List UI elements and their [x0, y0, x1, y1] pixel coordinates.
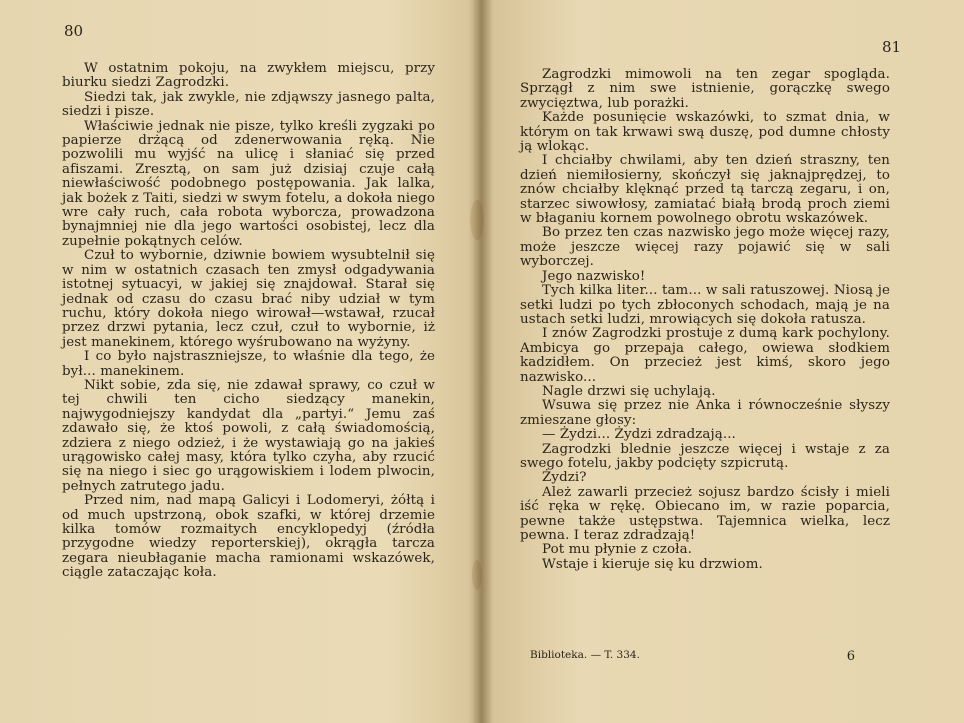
paragraph: I chciałby chwilami, aby ten dzień straszny, ten dzień niemiłosierny, skończył się jaknajprędzej, to znów chciałby klęknąć przed tą tarczą zegaru, i on, starzec siwowłosy, zamiatać białą brodą proch ziemi w błaganiu kornem powolnego obrotu wskazówek. — [520, 153, 890, 227]
paragraph: Właściwie jednak nie pisze, tylko kreśli zygzaki po papierze drżącą od zdenerwowania ręką. Nie pozwolili mu wyjść na ulicę i słaniać się przed afiszami. Zresztą, on sam już dzisiaj czuje całą niewłaściwość podobnego postępowania. Jak lalka, jak bożek z Taiti, siedzi w swym fotelu, a dokoła niego wre cały ruch, cała robota wyborcza, prowadzona bynajmniej nie dla jego wartości osobistej, lecz dla zupełnie pokątnych celów. — [62, 118, 435, 249]
paragraph: Każde posunięcie wskazówki, to szmat dnia, w którym on tak krwawi swą duszę, pod dumne chłosty ją wlokąc. — [520, 110, 890, 155]
paragraph: Nagle drzwi się uchylają. — [542, 383, 716, 399]
left-page — [0, 0, 480, 723]
paragraph: Bo przez ten czas nazwisko jego może więcej razy, może jeszcze więcej razy pojawić się w sali wyborczej. — [520, 225, 890, 270]
paragraph: Siedzi tak, jak zwykle, nie zdjąwszy jasnego palta, siedzi i pisze. — [62, 89, 435, 120]
page-text — [520, 68, 890, 572]
paragraph: Jego nazwisko! — [542, 268, 646, 284]
paragraph: Czuł to wybornie, dziwnie bowiem wysubtelnił się w nim w ostatnich czasach ten zmysł odgadywania istotnej sytuacyi, w jakiej się znajdował. Starał się jednak od czasu do czasu brać niby udział w tym ruchu, który dokoła niego wirował—wstawał, rzucał przez drzwi pytania, lecz czuł, czuł to wybornie, iż jest manekinem, którego wyśrubowano na wyżyny. — [62, 248, 435, 350]
paragraph: Nikt sobie, zda się, nie zdawał sprawy, co czuł w tej chwili ten cicho siedzący manekin, najwygodniejszy kandydat dla „partyi.“ Jemu zaś zdawało się, że ktoś powoli, z całą świadomością, zdziera z niego odzież, i że wystawiają go na jakieś urągowisko całej masy, która tylko czyha, aby rzucić się na niego i siec go urągowiskiem i lodem plwocin, pełnych zatrutego jadu. — [62, 377, 435, 494]
paragraph: Wsuwa się przez nie Anka i równocześnie słyszy zmieszane głosy: — [520, 398, 890, 428]
page-footer — [530, 649, 855, 664]
paragraph: Zagrodzki mimowoli na ten zegar spogląda. Sprzągł z nim swe istnienie, gorączkę swego zwycięztwa, lub porażki. — [520, 67, 890, 111]
paragraph: Żydzi? — [542, 470, 587, 486]
paragraph: I znów Zagrodzki prostuje z dumą kark pochylony. Ambicya go przepaja całego, owiewa słodkiem kadzidłem. On przecież jest kimś, skoro jego nazwisko... — [520, 326, 890, 385]
paragraph: Ależ zawarli przecież sojusz bardzo ścisły i mieli iść ręka w rękę. Obiecano im, w razie poparcia, pewne także ustępstwa. Tajemnica wielka, lecz pewna. I teraz zdradzają! — [520, 484, 890, 543]
page-number: 81 — [882, 38, 902, 56]
page-number: 80 — [64, 22, 84, 40]
paragraph: Tych kilka liter... tam... w sali ratuszowej. Niosą je setki ludzi po tych zbłoconych schodach, mają je na ustach setki ludzi, mrowiących się dokoła ratusza. — [520, 283, 890, 327]
paragraph: Wstaje i kieruje się ku drzwiom. — [542, 556, 763, 572]
paragraph: I co było najstraszniejsze, to właśnie dla tego, że był... manekinem. — [62, 349, 435, 379]
footer-series-label: Biblioteka. — T. 334. — [530, 649, 640, 661]
right-page — [480, 0, 964, 723]
paragraph: Zagrodzki blednie jeszcze więcej i wstaje z za swego fotelu, jakby podcięty szpicrutą. — [520, 441, 890, 471]
paragraph: Przed nim, nad mapą Galicyi i Lodomeryi, żółtą i od much upstrzoną, obok szafki, w której drzemie kilka tomów rozmaitych encyklopedyj (źródła przygodne wiedzy reporterskiej), okrągła tarcza zegara nieubłaganie macha ramionami wskazówek, ciągle zataczając koła. — [62, 493, 435, 581]
page-text — [62, 62, 435, 581]
footer-signature-mark: 6 — [846, 649, 855, 664]
paragraph: W ostatnim pokoju, na zwykłem miejscu, przy biurku siedzi Zagrodzki. — [62, 61, 435, 91]
paragraph: Pot mu płynie z czoła. — [542, 542, 693, 558]
paragraph: — Żydzi... Żydzi zdradzają... — [542, 427, 736, 443]
